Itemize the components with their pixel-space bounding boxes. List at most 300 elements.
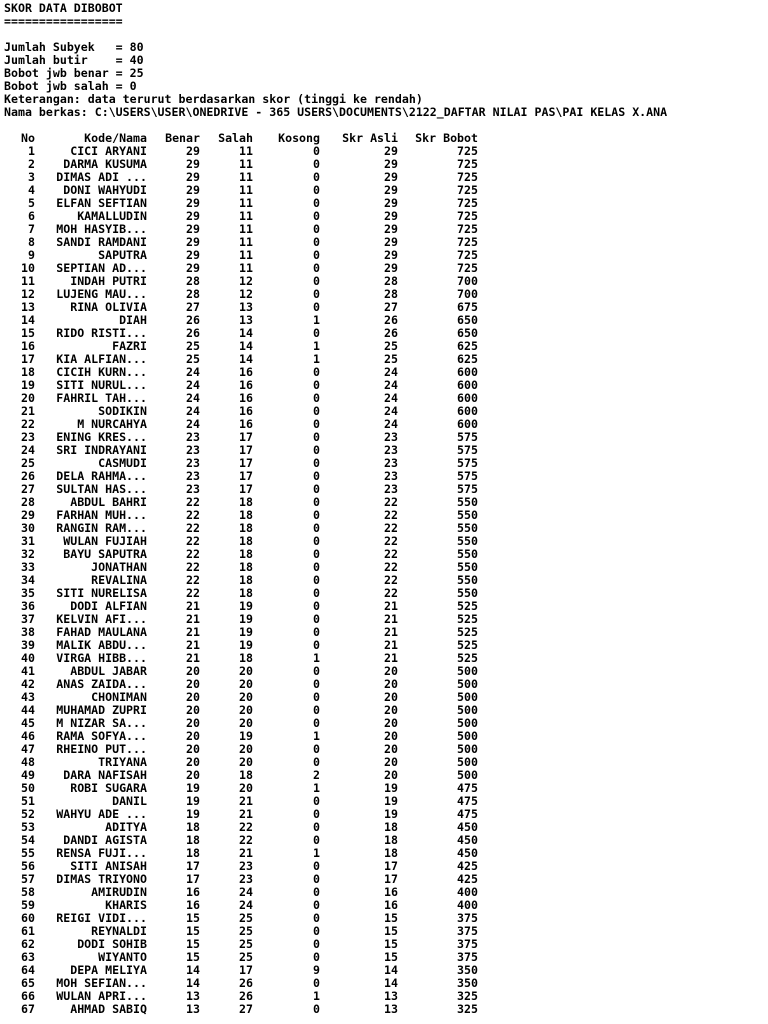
header-skr-asli: Skr Asli <box>342 131 398 145</box>
cell-skr-bobot: 550 <box>457 586 478 600</box>
cell-benar: 24 <box>186 404 200 418</box>
cell-skr-bobot: 625 <box>457 339 478 353</box>
cell-kode-nama: FAZRI <box>112 339 147 353</box>
cell-benar: 23 <box>186 443 200 457</box>
cell-kosong: 0 <box>313 638 320 652</box>
cell-benar: 24 <box>186 365 200 379</box>
cell-kode-nama: RHEINO PUT... <box>56 742 147 756</box>
cell-benar: 19 <box>186 781 200 795</box>
report-title: SKOR DATA DIBOBOT <box>4 1 123 15</box>
cell-skr-asli: 16 <box>384 885 398 899</box>
cell-kosong: 0 <box>313 872 320 886</box>
cell-salah: 14 <box>239 339 253 353</box>
cell-kode-nama: DANIL <box>112 794 147 808</box>
cell-kosong: 1 <box>313 313 320 327</box>
cell-kode-nama: SITI ANISAH <box>70 859 147 873</box>
cell-skr-asli: 17 <box>384 872 398 886</box>
cell-salah: 18 <box>239 534 253 548</box>
cell-benar: 29 <box>186 209 200 223</box>
cell-salah: 11 <box>239 209 253 223</box>
cell-kosong: 0 <box>313 898 320 912</box>
cell-skr-asli: 23 <box>384 443 398 457</box>
cell-no: 30 <box>21 521 35 535</box>
cell-benar: 21 <box>186 599 200 613</box>
cell-kode-nama: M NIZAR SA... <box>56 716 147 730</box>
cell-benar: 20 <box>186 677 200 691</box>
cell-benar: 16 <box>186 898 200 912</box>
cell-kode-nama: DODI SOHIB <box>77 937 147 951</box>
cell-skr-asli: 20 <box>384 690 398 704</box>
cell-kode-nama: SITI NURUL... <box>56 378 147 392</box>
cell-kode-nama: LUJENG MAU... <box>56 287 147 301</box>
cell-salah: 12 <box>239 287 253 301</box>
cell-salah: 20 <box>239 703 253 717</box>
cell-kode-nama: CICI ARYANI <box>70 144 147 158</box>
cell-skr-bobot: 475 <box>457 807 478 821</box>
cell-no: 29 <box>21 508 35 522</box>
cell-benar: 18 <box>186 820 200 834</box>
cell-kosong: 0 <box>313 885 320 899</box>
cell-skr-bobot: 550 <box>457 495 478 509</box>
cell-skr-bobot: 550 <box>457 573 478 587</box>
cell-kosong: 0 <box>313 950 320 964</box>
cell-salah: 11 <box>239 144 253 158</box>
cell-skr-bobot: 350 <box>457 963 478 977</box>
cell-skr-asli: 24 <box>384 378 398 392</box>
cell-kosong: 0 <box>313 144 320 158</box>
cell-salah: 20 <box>239 664 253 678</box>
cell-benar: 17 <box>186 872 200 886</box>
cell-skr-asli: 13 <box>384 1002 398 1016</box>
cell-kosong: 0 <box>313 560 320 574</box>
cell-benar: 28 <box>186 287 200 301</box>
header-kosong: Kosong <box>278 131 320 145</box>
cell-benar: 15 <box>186 937 200 951</box>
cell-no: 35 <box>21 586 35 600</box>
cell-no: 31 <box>21 534 35 548</box>
cell-kode-nama: DIMAS ADI ... <box>56 170 147 184</box>
cell-skr-asli: 22 <box>384 521 398 535</box>
cell-skr-bobot: 350 <box>457 976 478 990</box>
cell-kosong: 0 <box>313 326 320 340</box>
cell-kosong: 0 <box>313 937 320 951</box>
cell-skr-asli: 20 <box>384 729 398 743</box>
cell-no: 49 <box>21 768 35 782</box>
cell-benar: 29 <box>186 183 200 197</box>
cell-salah: 18 <box>239 768 253 782</box>
cell-salah: 11 <box>239 235 253 249</box>
cell-no: 37 <box>21 612 35 626</box>
table-body <box>0 145 768 1016</box>
cell-kosong: 0 <box>313 482 320 496</box>
cell-skr-bobot: 450 <box>457 820 478 834</box>
cell-benar: 14 <box>186 963 200 977</box>
cell-no: 19 <box>21 378 35 392</box>
cell-skr-asli: 22 <box>384 495 398 509</box>
cell-no: 3 <box>28 170 35 184</box>
cell-kode-nama: ENING KRES... <box>56 430 147 444</box>
cell-kode-nama: ABDUL JABAR <box>70 664 147 678</box>
cell-kosong: 9 <box>313 963 320 977</box>
cell-kosong: 0 <box>313 365 320 379</box>
cell-salah: 20 <box>239 690 253 704</box>
cell-benar: 18 <box>186 833 200 847</box>
cell-kosong: 0 <box>313 742 320 756</box>
cell-kode-nama: AMIRUDIN <box>91 885 147 899</box>
cell-no: 23 <box>21 430 35 444</box>
cell-salah: 20 <box>239 755 253 769</box>
cell-skr-asli: 26 <box>384 313 398 327</box>
cell-skr-bobot: 575 <box>457 456 478 470</box>
cell-kode-nama: SRI INDRAYANI <box>56 443 147 457</box>
cell-kosong: 0 <box>313 716 320 730</box>
cell-kode-nama: RAMA SOFYA... <box>56 729 147 743</box>
cell-salah: 18 <box>239 560 253 574</box>
cell-benar: 22 <box>186 508 200 522</box>
cell-no: 47 <box>21 742 35 756</box>
cell-no: 2 <box>28 157 35 171</box>
cell-salah: 18 <box>239 651 253 665</box>
cell-salah: 19 <box>239 599 253 613</box>
cell-skr-bobot: 575 <box>457 482 478 496</box>
cell-benar: 19 <box>186 794 200 808</box>
cell-kode-nama: RANGIN RAM... <box>56 521 147 535</box>
cell-kode-nama: INDAH PUTRI <box>70 274 147 288</box>
cell-no: 62 <box>21 937 35 951</box>
cell-no: 56 <box>21 859 35 873</box>
cell-kode-nama: MALIK ABDU... <box>56 638 147 652</box>
cell-skr-asli: 25 <box>384 339 398 353</box>
cell-no: 27 <box>21 482 35 496</box>
cell-benar: 29 <box>186 144 200 158</box>
cell-benar: 22 <box>186 560 200 574</box>
cell-no: 64 <box>21 963 35 977</box>
cell-kode-nama: DANDI AGISTA <box>63 833 147 847</box>
cell-skr-bobot: 525 <box>457 638 478 652</box>
cell-salah: 21 <box>239 794 253 808</box>
cell-skr-bobot: 450 <box>457 846 478 860</box>
cell-no: 43 <box>21 690 35 704</box>
cell-skr-asli: 29 <box>384 183 398 197</box>
cell-no: 51 <box>21 794 35 808</box>
cell-salah: 17 <box>239 430 253 444</box>
cell-kode-nama: AHMAD SABIQ <box>70 1002 147 1016</box>
cell-skr-asli: 15 <box>384 924 398 938</box>
report-header <box>0 1 668 119</box>
cell-benar: 24 <box>186 417 200 431</box>
cell-kosong: 0 <box>313 248 320 262</box>
cell-salah: 21 <box>239 807 253 821</box>
cell-no: 59 <box>21 898 35 912</box>
cell-kode-nama: ELFAN SEFTIAN <box>56 196 147 210</box>
cell-kode-nama: RINA OLIVIA <box>70 300 147 314</box>
cell-skr-bobot: 425 <box>457 859 478 873</box>
cell-no: 13 <box>21 300 35 314</box>
cell-skr-asli: 29 <box>384 209 398 223</box>
cell-skr-asli: 22 <box>384 586 398 600</box>
cell-kosong: 0 <box>313 183 320 197</box>
cell-skr-bobot: 625 <box>457 352 478 366</box>
cell-skr-asli: 21 <box>384 651 398 665</box>
cell-benar: 20 <box>186 755 200 769</box>
cell-benar: 26 <box>186 326 200 340</box>
cell-kosong: 0 <box>313 157 320 171</box>
cell-salah: 16 <box>239 365 253 379</box>
cell-skr-asli: 28 <box>384 287 398 301</box>
cell-kosong: 1 <box>313 352 320 366</box>
cell-kosong: 0 <box>313 911 320 925</box>
cell-skr-asli: 20 <box>384 716 398 730</box>
cell-salah: 11 <box>239 248 253 262</box>
cell-salah: 25 <box>239 950 253 964</box>
cell-benar: 20 <box>186 742 200 756</box>
cell-no: 16 <box>21 339 35 353</box>
cell-skr-bobot: 525 <box>457 599 478 613</box>
cell-skr-asli: 29 <box>384 170 398 184</box>
cell-skr-asli: 18 <box>384 846 398 860</box>
cell-no: 15 <box>21 326 35 340</box>
cell-no: 28 <box>21 495 35 509</box>
cell-kode-nama: MUHAMAD ZUPRI <box>56 703 147 717</box>
cell-kosong: 0 <box>313 807 320 821</box>
cell-skr-bobot: 725 <box>457 235 478 249</box>
cell-skr-asli: 15 <box>384 937 398 951</box>
cell-skr-bobot: 375 <box>457 911 478 925</box>
cell-kosong: 1 <box>313 781 320 795</box>
cell-kosong: 0 <box>313 170 320 184</box>
cell-skr-bobot: 600 <box>457 391 478 405</box>
cell-salah: 11 <box>239 261 253 275</box>
cell-benar: 20 <box>186 716 200 730</box>
cell-skr-asli: 15 <box>384 911 398 925</box>
cell-skr-asli: 20 <box>384 664 398 678</box>
cell-skr-asli: 29 <box>384 144 398 158</box>
cell-kosong: 0 <box>313 599 320 613</box>
cell-skr-bobot: 650 <box>457 326 478 340</box>
cell-no: 32 <box>21 547 35 561</box>
cell-no: 4 <box>28 183 35 197</box>
cell-kosong: 0 <box>313 1002 320 1016</box>
cell-benar: 22 <box>186 495 200 509</box>
meta-bobot-benar: Bobot jwb benar = 25 <box>4 66 144 80</box>
cell-no: 34 <box>21 573 35 587</box>
cell-salah: 18 <box>239 495 253 509</box>
cell-skr-bobot: 500 <box>457 664 478 678</box>
cell-benar: 17 <box>186 859 200 873</box>
cell-skr-asli: 24 <box>384 417 398 431</box>
cell-skr-asli: 14 <box>384 976 398 990</box>
cell-kode-nama: TRIYANA <box>98 755 147 769</box>
cell-no: 61 <box>21 924 35 938</box>
cell-no: 42 <box>21 677 35 691</box>
cell-skr-bobot: 425 <box>457 872 478 886</box>
cell-no: 52 <box>21 807 35 821</box>
cell-kosong: 0 <box>313 547 320 561</box>
cell-skr-bobot: 725 <box>457 196 478 210</box>
cell-salah: 22 <box>239 820 253 834</box>
cell-kosong: 1 <box>313 651 320 665</box>
cell-salah: 16 <box>239 404 253 418</box>
cell-salah: 17 <box>239 443 253 457</box>
cell-kode-nama: DELA RAHMA... <box>56 469 147 483</box>
cell-skr-asli: 19 <box>384 807 398 821</box>
cell-skr-asli: 29 <box>384 222 398 236</box>
cell-no: 45 <box>21 716 35 730</box>
cell-no: 54 <box>21 833 35 847</box>
cell-kode-nama: FARHAN MUH... <box>56 508 147 522</box>
cell-kode-nama: FAHAD MAULANA <box>56 625 147 639</box>
cell-benar: 16 <box>186 885 200 899</box>
cell-kode-nama: WULAN APRI... <box>56 989 147 1003</box>
cell-skr-asli: 22 <box>384 508 398 522</box>
cell-skr-bobot: 550 <box>457 521 478 535</box>
cell-skr-asli: 23 <box>384 430 398 444</box>
cell-kosong: 1 <box>313 729 320 743</box>
cell-kode-nama: DARMA KUSUMA <box>63 157 147 171</box>
cell-benar: 14 <box>186 976 200 990</box>
cell-skr-asli: 21 <box>384 638 398 652</box>
cell-no: 66 <box>21 989 35 1003</box>
cell-kosong: 0 <box>313 521 320 535</box>
cell-skr-asli: 16 <box>384 898 398 912</box>
cell-kode-nama: FAHRIL TAH... <box>56 391 147 405</box>
cell-kosong: 0 <box>313 924 320 938</box>
cell-kosong: 0 <box>313 209 320 223</box>
cell-no: 1 <box>28 144 35 158</box>
header-skr-bobot: Skr Bobot <box>415 131 478 145</box>
cell-skr-bobot: 600 <box>457 417 478 431</box>
cell-no: 65 <box>21 976 35 990</box>
header-no: No <box>21 131 35 145</box>
cell-no: 55 <box>21 846 35 860</box>
cell-kosong: 0 <box>313 573 320 587</box>
cell-salah: 20 <box>239 781 253 795</box>
cell-kosong: 0 <box>313 274 320 288</box>
cell-benar: 29 <box>186 170 200 184</box>
cell-salah: 13 <box>239 313 253 327</box>
cell-skr-asli: 22 <box>384 547 398 561</box>
cell-skr-bobot: 500 <box>457 768 478 782</box>
cell-no: 26 <box>21 469 35 483</box>
cell-skr-asli: 29 <box>384 157 398 171</box>
cell-skr-bobot: 500 <box>457 729 478 743</box>
cell-salah: 24 <box>239 885 253 899</box>
cell-skr-bobot: 725 <box>457 248 478 262</box>
cell-skr-asli: 23 <box>384 469 398 483</box>
cell-salah: 25 <box>239 911 253 925</box>
cell-kosong: 0 <box>313 391 320 405</box>
cell-no: 50 <box>21 781 35 795</box>
cell-no: 24 <box>21 443 35 457</box>
cell-benar: 23 <box>186 430 200 444</box>
cell-kode-nama: DEPA MELIYA <box>70 963 147 977</box>
cell-skr-bobot: 325 <box>457 1002 478 1016</box>
cell-benar: 21 <box>186 625 200 639</box>
cell-no: 40 <box>21 651 35 665</box>
cell-benar: 20 <box>186 703 200 717</box>
cell-kosong: 0 <box>313 612 320 626</box>
cell-skr-asli: 18 <box>384 820 398 834</box>
header-kode-nama: Kode/Nama <box>84 131 147 145</box>
cell-salah: 19 <box>239 612 253 626</box>
cell-benar: 15 <box>186 950 200 964</box>
cell-salah: 18 <box>239 586 253 600</box>
cell-benar: 20 <box>186 690 200 704</box>
cell-skr-asli: 23 <box>384 456 398 470</box>
cell-kode-nama: M NURCAHYA <box>77 417 147 431</box>
header-benar: Benar <box>165 131 200 145</box>
cell-salah: 18 <box>239 547 253 561</box>
cell-kode-nama: REYNALDI <box>91 924 147 938</box>
cell-no: 60 <box>21 911 35 925</box>
cell-no: 11 <box>21 274 35 288</box>
cell-benar: 29 <box>186 235 200 249</box>
cell-kode-nama: DIAH <box>119 313 147 327</box>
cell-benar: 22 <box>186 573 200 587</box>
cell-salah: 14 <box>239 326 253 340</box>
cell-salah: 18 <box>239 573 253 587</box>
cell-kosong: 0 <box>313 508 320 522</box>
cell-skr-bobot: 600 <box>457 404 478 418</box>
meta-nama-berkas: Nama berkas: C:\USERS\USER\ONEDRIVE - 365 USERS\DOCUMENTS\2122_DAFTAR NILAI PAS\PAI KELAS X.ANA <box>4 105 668 119</box>
cell-no: 38 <box>21 625 35 639</box>
cell-skr-asli: 21 <box>384 599 398 613</box>
table-row <box>0 1003 768 1016</box>
cell-skr-bobot: 525 <box>457 612 478 626</box>
cell-benar: 25 <box>186 352 200 366</box>
cell-skr-bobot: 400 <box>457 885 478 899</box>
cell-kode-nama: MOH SEFIAN... <box>56 976 147 990</box>
header-salah: Salah <box>218 131 253 145</box>
cell-no: 36 <box>21 599 35 613</box>
cell-benar: 29 <box>186 157 200 171</box>
cell-kosong: 0 <box>313 625 320 639</box>
cell-kode-nama: WULAN FUJIAH <box>63 534 147 548</box>
cell-kosong: 0 <box>313 300 320 314</box>
cell-salah: 23 <box>239 859 253 873</box>
cell-skr-bobot: 600 <box>457 378 478 392</box>
cell-kode-nama: ROBI SUGARA <box>70 781 147 795</box>
cell-skr-bobot: 325 <box>457 989 478 1003</box>
cell-no: 22 <box>21 417 35 431</box>
cell-kosong: 1 <box>313 339 320 353</box>
cell-skr-bobot: 550 <box>457 547 478 561</box>
cell-benar: 29 <box>186 222 200 236</box>
cell-kosong: 0 <box>313 664 320 678</box>
cell-kosong: 0 <box>313 820 320 834</box>
cell-skr-asli: 26 <box>384 326 398 340</box>
cell-kode-nama: REIGI VIDI... <box>56 911 147 925</box>
cell-benar: 20 <box>186 729 200 743</box>
cell-benar: 15 <box>186 924 200 938</box>
cell-skr-asli: 22 <box>384 573 398 587</box>
cell-skr-bobot: 575 <box>457 469 478 483</box>
cell-kode-nama: DIMAS TRIYONO <box>56 872 147 886</box>
cell-salah: 16 <box>239 417 253 431</box>
cell-kode-nama: VIRGA HIBB... <box>56 651 147 665</box>
cell-salah: 13 <box>239 300 253 314</box>
cell-skr-asli: 29 <box>384 235 398 249</box>
cell-skr-bobot: 500 <box>457 703 478 717</box>
cell-salah: 17 <box>239 469 253 483</box>
cell-skr-bobot: 500 <box>457 742 478 756</box>
cell-kosong: 0 <box>313 196 320 210</box>
cell-skr-asli: 28 <box>384 274 398 288</box>
cell-skr-bobot: 400 <box>457 898 478 912</box>
cell-skr-bobot: 675 <box>457 300 478 314</box>
cell-kode-nama: WAHYU ADE ... <box>56 807 147 821</box>
cell-kosong: 0 <box>313 534 320 548</box>
